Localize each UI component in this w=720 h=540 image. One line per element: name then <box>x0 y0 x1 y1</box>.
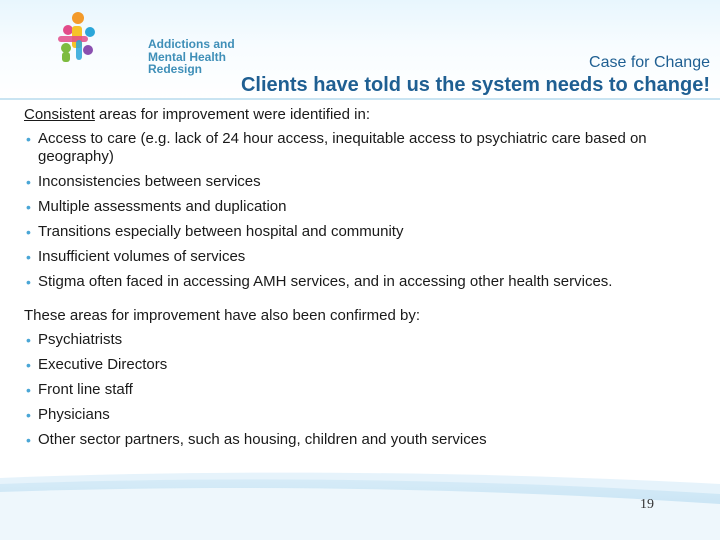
list-item-text: Other sector partners, such as housing, children and youth services <box>38 431 487 448</box>
logo-text <box>148 38 235 76</box>
list-item <box>24 223 704 241</box>
list-item <box>24 173 704 191</box>
bullet-icon: • <box>26 407 31 423</box>
section-label: Case for Change <box>589 54 710 71</box>
logo-line-1: Addictions and <box>148 37 235 51</box>
list-item <box>24 248 704 266</box>
page-number: 19 <box>640 497 654 512</box>
intro-text <box>24 106 704 124</box>
bullet-icon: • <box>26 249 31 265</box>
bottom-wave-decoration <box>0 470 720 540</box>
list-item <box>24 381 704 399</box>
header-divider <box>0 98 720 100</box>
logo-figures-icon <box>30 8 140 70</box>
amh-redesign-logo <box>30 8 235 76</box>
slide-title: Clients have told us the system needs to change! <box>240 74 710 96</box>
confirmed-by-list <box>24 331 704 449</box>
list-item <box>24 198 704 216</box>
intro-underlined-word: Consistent <box>24 106 95 123</box>
list-item-text: Transitions especially between hospital and community <box>38 223 404 240</box>
bullet-icon: • <box>26 274 31 290</box>
list-item <box>24 273 704 291</box>
list-item-text: Multiple assessments and duplication <box>38 198 287 215</box>
slide-body <box>24 106 704 456</box>
intro-rest: areas for improvement were identified in: <box>94 106 371 123</box>
logo-line-2: Mental Health <box>148 49 227 64</box>
list-item-text: Stigma often faced in accessing AMH services, and in accessing other health services. <box>38 273 613 290</box>
list-item <box>24 130 704 166</box>
bullet-icon: • <box>26 332 31 348</box>
list-item-text: Executive Directors <box>38 356 168 373</box>
bullet-icon: • <box>26 224 31 240</box>
bullet-icon: • <box>26 357 31 373</box>
list-item <box>24 331 704 349</box>
logo-line-3: Redesign <box>148 62 203 76</box>
improvement-areas-list <box>24 130 704 291</box>
list-item-text: Psychiatrists <box>38 331 123 348</box>
list-item <box>24 356 704 374</box>
bullet-icon: • <box>26 131 31 147</box>
list-item <box>24 406 704 424</box>
confirmed-by-text: These areas for improvement have also been confirmed by: <box>24 307 421 324</box>
bullet-icon: • <box>26 432 31 448</box>
bullet-icon: • <box>26 174 31 190</box>
list-item-text: Physicians <box>38 406 110 423</box>
bullet-icon: • <box>26 199 31 215</box>
list-item <box>24 431 704 449</box>
list-item-text: Inconsistencies between services <box>38 173 261 190</box>
bullet-icon: • <box>26 382 31 398</box>
list-item-text: Front line staff <box>38 381 133 398</box>
list-item-text: Access to care (e.g. lack of 24 hour access, inequitable access to psychiatric care based on geography) <box>38 130 647 165</box>
list-item-text: Insufficient volumes of services <box>38 248 246 265</box>
